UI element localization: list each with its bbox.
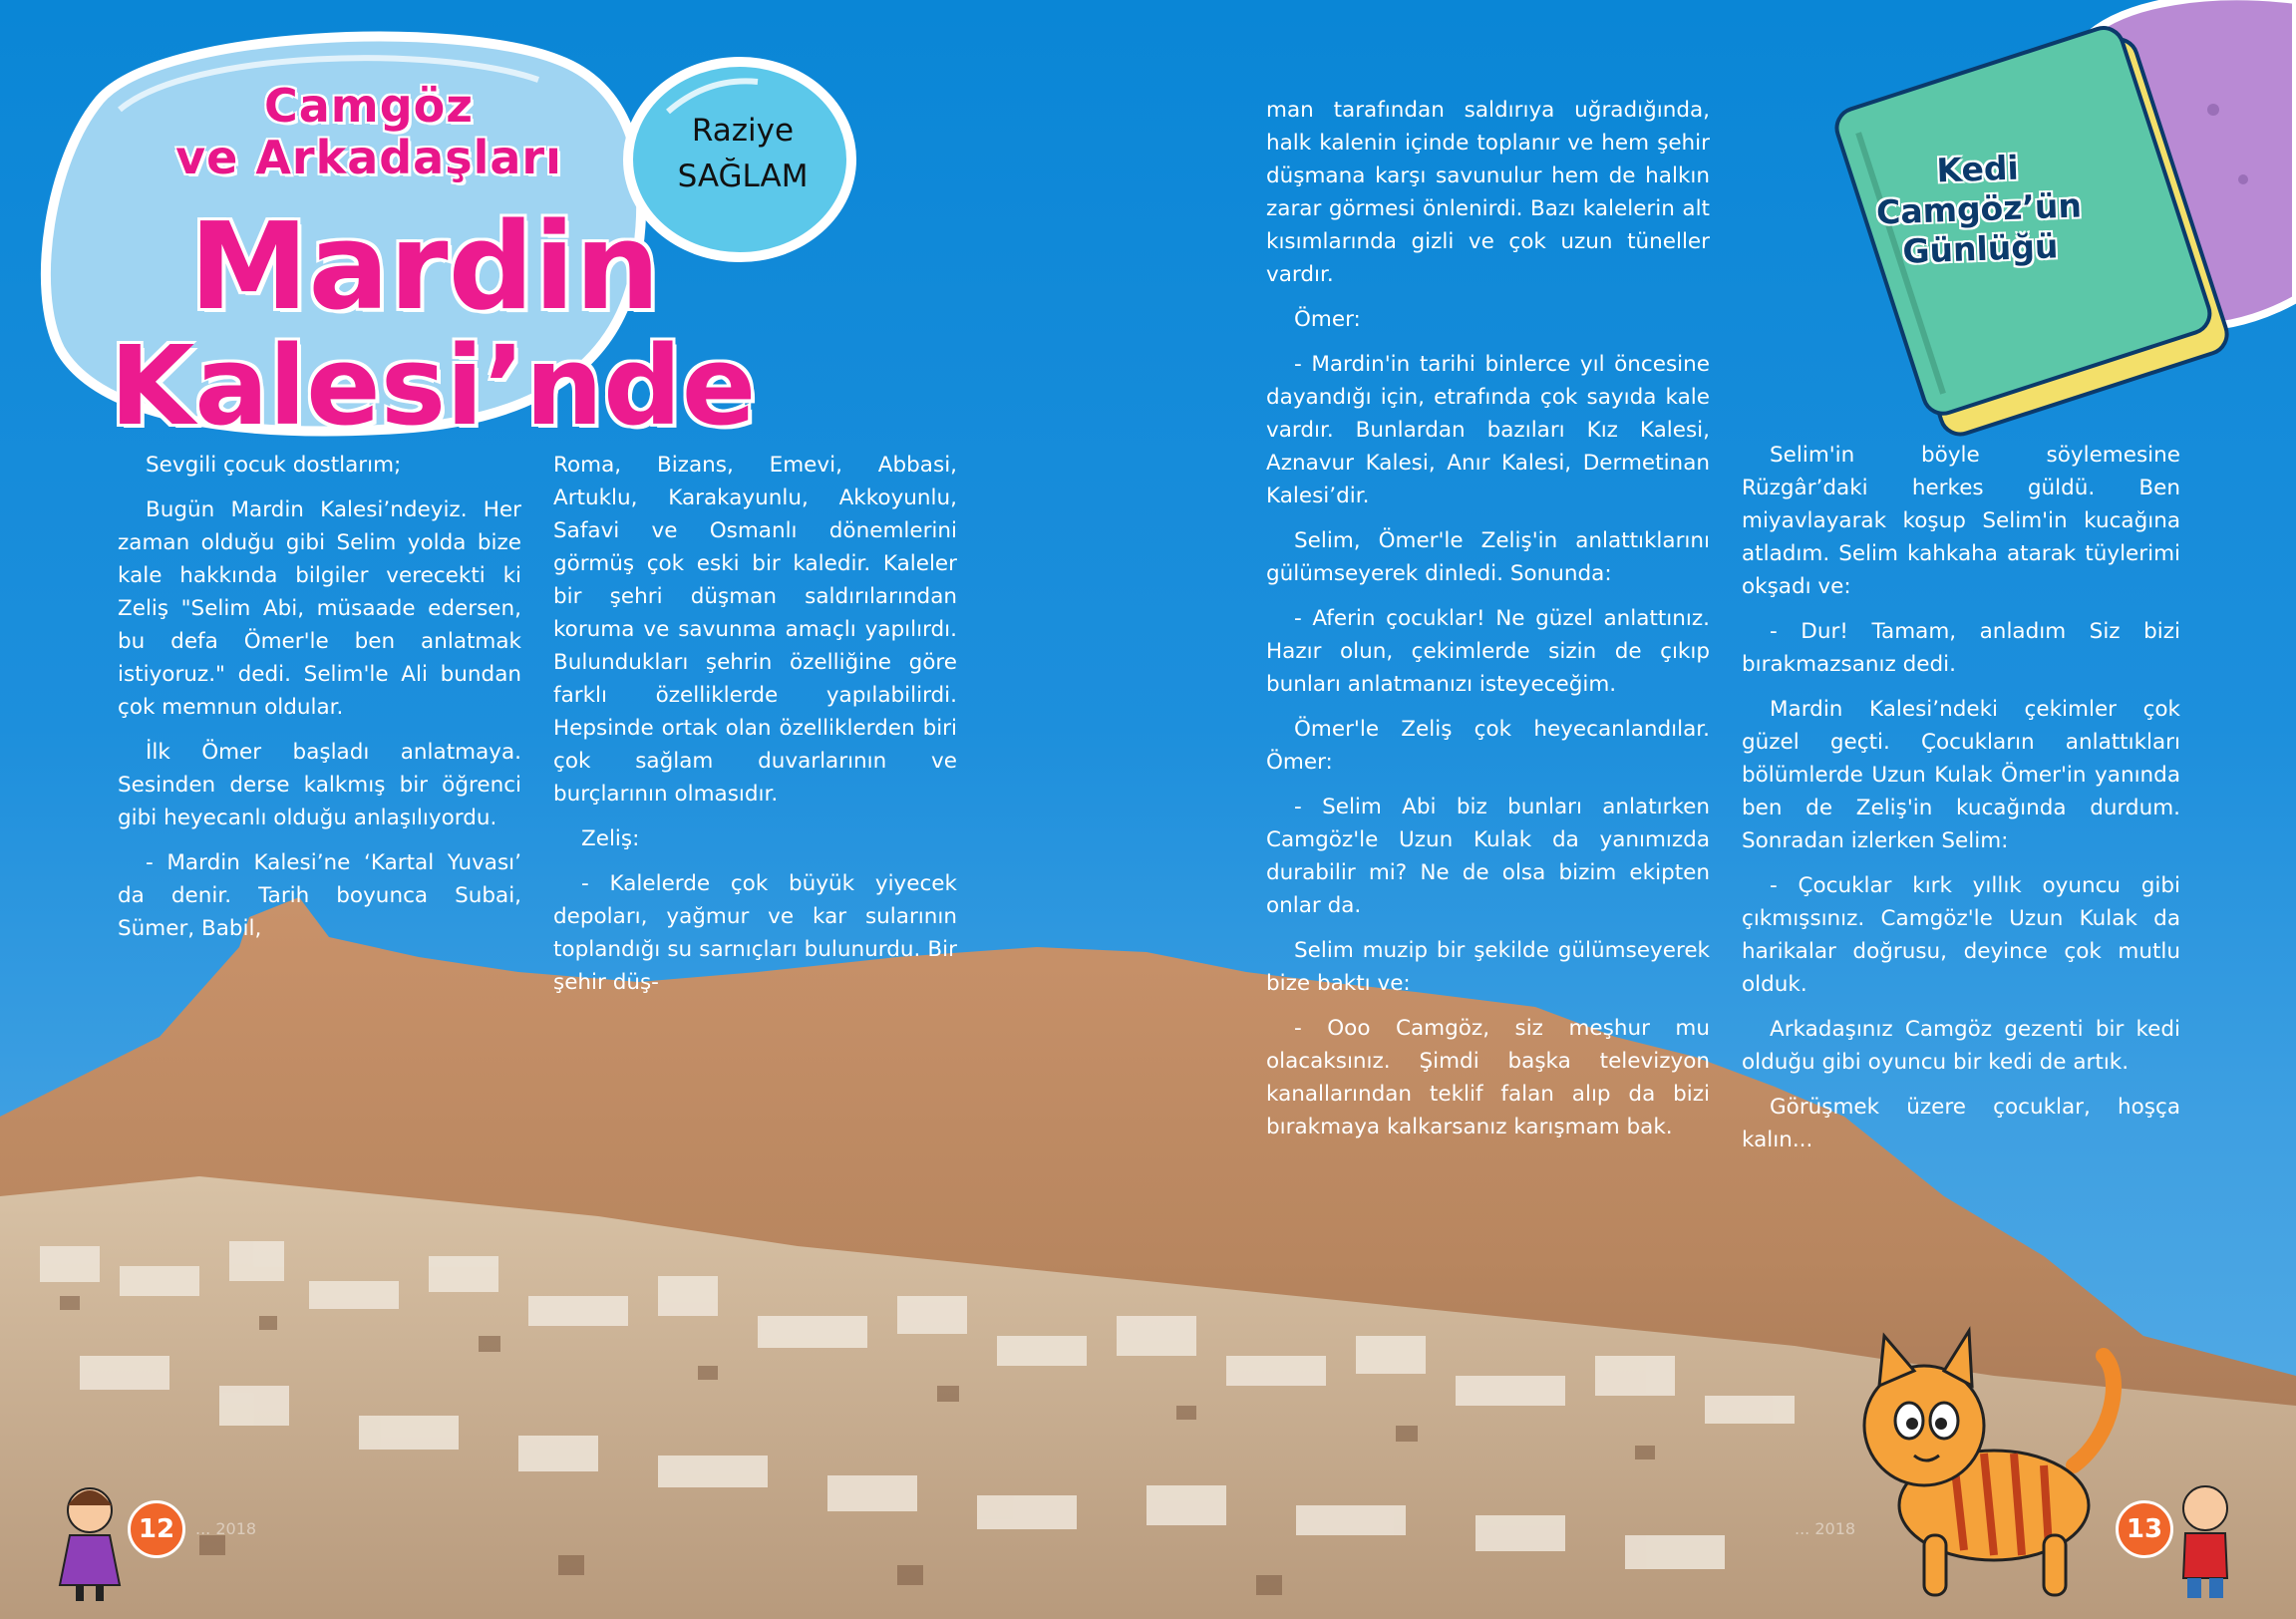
paragraph: İlk Ömer başladı anlatmaya. Sesinden derse kalkmış bir öğrenci gibi heyecanlı olduğu anlaşılıyordu.	[118, 740, 521, 830]
series-title-line2: ve Arkadaşları	[175, 131, 562, 184]
paragraph: Bugün Mardin Kalesi’ndeyiz. Her zaman olduğu gibi Selim yolda bize kale hakkında bilgiler verecekti ki Zeliş "Selim Abi, müsaade edersen, bu defa Ömer'le ben anlatmak istiyoruz." dedi. Selim'le Ali bundan çok memnun oldular.	[118, 497, 521, 720]
paragraph: Arkadaşınız Camgöz gezenti bir kedi olduğu gibi oyuncu bir kedi de artık.	[1742, 1017, 2180, 1075]
diary-title-line2: Camgöz’ün	[1875, 185, 2083, 232]
main-title-line1: Mardin	[189, 198, 661, 337]
cat-camgoz-illustration	[1844, 1316, 2133, 1615]
paragraph: - Ooo Camgöz, siz meşhur mu olacaksınız. Şimdi başka televizyon kanallarından teklif falan alıp da bizi bırakmaya kalkarsanız karışmam bak.	[1266, 1016, 1710, 1139]
paragraph: Selim'in böyle söylemesine Rüzgâr’daki herkes güldü. Ben miyavlayarak koşup Selim'in kucağına atladım. Selim kahkaha atarak tüylerimi okşadı ve:	[1742, 443, 2180, 599]
paragraph: Mardin Kalesi’ndeki çekimler çok güzel geçti. Çocukların anlattıkları bölümlerde Uzun Kulak Ömer'in yanında ben de Zeliş'in kucağında durdum. Sonradan izlerken Selim:	[1742, 697, 2180, 853]
text-column-1	[118, 449, 521, 957]
paragraph: Selim, Ömer'le Zeliş'in anlattıklarını gülümseyerek dinledi. Sonunda:	[1266, 528, 1710, 586]
paragraph: - Çocuklar kırk yıllık oyuncu gibi çıkmışsınız. Camgöz'le Uzun Kulak da harikalar doğrusu, deyince çok mutlu olduk.	[1742, 873, 2180, 997]
paragraph: - Dur! Tamam, anladım Siz bizi bırakmazsanız dedi.	[1742, 619, 2180, 677]
paragraph: - Mardin Kalesi’ne ‘Kartal Yuvası’ da denir. Tarih boyunca Subai, Sümer, Babil,	[118, 850, 521, 941]
main-title	[110, 198, 758, 450]
text-column-3	[1266, 94, 1710, 1155]
text-column-2	[553, 449, 957, 1011]
author-name	[658, 108, 827, 199]
paragraph: - Mardin'in tarihi binlerce yıl öncesine dayandığı için, etrafında çok sayıda kale vardır. Bunlardan bazıları Kız Kalesi, Aznavur Kalesi, Anır Kalesi, Dermetinan Kalesi’dir.	[1266, 352, 1710, 508]
girl-mascot-icon	[50, 1475, 130, 1605]
page-number-right: 13	[2116, 1500, 2173, 1558]
diary-title-line1: Kedi	[1935, 148, 2020, 190]
diary-title	[1832, 145, 2126, 274]
boy-mascot-icon	[2165, 1473, 2245, 1603]
series-title	[130, 80, 608, 183]
paragraph: Sevgili çocuk dostlarım;	[146, 453, 402, 478]
paragraph: Roma, Bizans, Emevi, Abbasi, Artuklu, Karakayunlu, Akkoyunlu, Safavi ve Osmanlı dönemlerini görmüş çok eski bir kaledir. Kaleler bir şehri düşman saldırılarından koruma ve savunma amaçlı yapılırdı. Bulundukları şehrin özelliğine göre farklı özelliklerde yapılabilirdi. Hepsinde ortak olan özelliklerden biri çok sağlam duvarlarının ve burçlarının olmasıdır.	[553, 453, 957, 807]
page-number-left: 12	[128, 1500, 185, 1558]
paragraph: - Kalelerde çok büyük yiyecek depoları, yağmur ve kar sularının toplandığı su sarnıçları bulunurdu. Bir şehir düş-	[553, 871, 957, 995]
paragraph: Zeliş:	[581, 826, 640, 851]
author-first-name: Raziye	[691, 113, 795, 149]
paragraph: Görüşmek üzere çocuklar, hoşça kalın...	[1742, 1095, 2180, 1152]
text-column-4	[1742, 439, 2180, 1168]
paragraph: - Selim Abi biz bunları anlatırken Camgöz'le Uzun Kulak da yanımızda durabilir mi? Ne de olsa bizim ekipten onlar da.	[1266, 795, 1710, 918]
main-title-line2: Kalesi’nde	[110, 322, 757, 450]
author-last-name: SAĞLAM	[677, 159, 809, 194]
footer-right: ... 2018	[1795, 1519, 1856, 1538]
paragraph: Ömer:	[1294, 307, 1361, 332]
footer-left: ... 2018	[195, 1519, 257, 1538]
paragraph: - Aferin çocuklar! Ne güzel anlattınız. Hazır olun, çekimlerde sizin de çıkıp bunları anlatmanızı isteyeceğim.	[1266, 606, 1710, 697]
paragraph: Ömer'le Zeliş çok heyecanlandılar. Ömer:	[1266, 717, 1710, 775]
paragraph: man tarafından saldırıya uğradığında, halk kalenin içinde toplanır ve hem şehir düşmana karşı savunulur hem de halkın zarar görmesi önlenirdi. Bazı kalelerin alt kısımlarında gizli ve çok uzun tüneller vardır.	[1266, 98, 1710, 287]
series-title-line1: Camgöz	[263, 79, 475, 133]
paragraph: Selim muzip bir şekilde gülümseyerek bize baktı ve:	[1266, 938, 1710, 996]
diary-title-line3: Günlüğü	[1901, 226, 2060, 271]
